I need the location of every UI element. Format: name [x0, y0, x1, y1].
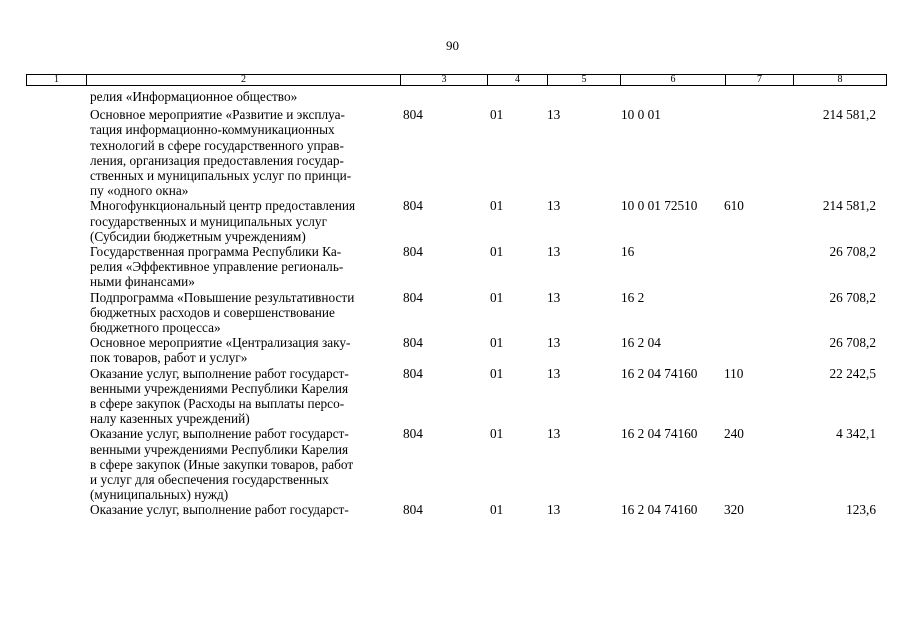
- section-code-cell: [484, 89, 543, 104]
- row-name-line: пу «одного окна»: [90, 183, 189, 199]
- row-name-cell: [85, 104, 398, 198]
- header-col-7: 7: [726, 75, 794, 86]
- ministry-code-cell: 804: [403, 107, 423, 123]
- amount-cell: 214 581,2: [822, 107, 876, 123]
- subsection-code-cell: 13: [547, 198, 561, 214]
- row-name-cell: [85, 198, 398, 244]
- page-number: 90: [446, 38, 459, 53]
- row-name-line: (муниципальных) нужд): [90, 487, 229, 503]
- table-row: [26, 366, 878, 427]
- section-code-cell: 01: [490, 502, 504, 518]
- row-name-line: Основное мероприятие «Развитие и эксплуа-: [90, 107, 345, 123]
- subsection-code-cell: 13: [547, 502, 561, 518]
- row-name-line: и услуг для обеспечения государственных: [90, 472, 329, 488]
- row-name-line: венными учреждениями Республики Карелия: [90, 441, 349, 457]
- budget-table-body: [26, 89, 878, 518]
- header-row: [27, 75, 887, 86]
- row-name-line: пок товаров, работ и услуг»: [90, 350, 248, 366]
- expense-type-cell: [719, 244, 786, 290]
- header-col-3: 3: [401, 75, 488, 86]
- budget-table: [26, 89, 878, 518]
- target-article-cell: 16 2 04 74160: [621, 426, 698, 442]
- subsection-code-cell: 13: [547, 244, 561, 260]
- target-article-cell: 16 2 04 74160: [621, 502, 698, 518]
- row-name-line: бюджетных расходов и совершенствование: [90, 304, 335, 320]
- target-article-cell: 16 2: [621, 289, 645, 305]
- amount-cell: 123,6: [846, 502, 876, 518]
- row-name-line: бюджетного процесса»: [90, 320, 221, 336]
- section-code-cell: 01: [490, 365, 504, 381]
- row-name-line: Основное мероприятие «Централизация заку-: [90, 335, 351, 351]
- section-code-cell: 01: [490, 335, 504, 351]
- row-number-cell: [26, 335, 85, 365]
- ministry-code-cell: 804: [403, 426, 423, 442]
- subsection-code-cell: 13: [547, 335, 561, 351]
- target-article-cell: 10 0 01 72510: [621, 198, 698, 214]
- row-name-cell: [85, 366, 398, 427]
- expense-type-cell: 610: [724, 198, 744, 214]
- row-name-line: релия «Информационное общество»: [90, 89, 298, 104]
- header-col-2: 2: [87, 75, 401, 86]
- row-number-cell: [26, 198, 85, 244]
- row-number-cell: [26, 290, 85, 336]
- row-name-line: ления, организация предоставления государ-: [90, 152, 344, 168]
- subsection-code-cell: 13: [547, 289, 561, 305]
- row-number-cell: [26, 104, 85, 198]
- target-article-cell: 16 2 04: [621, 335, 661, 351]
- table-row: [26, 335, 878, 365]
- ministry-code-cell: 804: [403, 289, 423, 305]
- amount-cell: 4 342,1: [836, 426, 876, 442]
- row-name-line: венными учреждениями Республики Карелия: [90, 380, 349, 396]
- subsection-code-cell: 13: [547, 426, 561, 442]
- row-number-cell: [26, 426, 85, 502]
- target-article-cell: [615, 89, 719, 104]
- expense-type-cell: 320: [724, 502, 744, 518]
- row-name-cell: [85, 335, 398, 365]
- header-col-4: 4: [488, 75, 548, 86]
- amount-cell: 26 708,2: [829, 335, 876, 351]
- section-code-cell: 01: [490, 107, 504, 123]
- header-col-6: 6: [621, 75, 726, 86]
- row-name-line: тация информационно-коммуникационных: [90, 122, 335, 138]
- row-name-line: релия «Эффективное управление региональ-: [90, 259, 344, 275]
- row-number-cell: [26, 244, 85, 290]
- table-row: [26, 244, 878, 290]
- row-name-line: Оказание услуг, выполнение работ государст-: [90, 426, 349, 442]
- ministry-code-cell: 804: [403, 198, 423, 214]
- ministry-code-cell: 804: [403, 244, 423, 260]
- row-number-cell: [26, 366, 85, 427]
- amount-cell: 26 708,2: [829, 244, 876, 260]
- ministry-code-cell: [398, 89, 484, 104]
- expense-type-cell: [719, 335, 786, 365]
- subsection-code-cell: 13: [547, 365, 561, 381]
- table-row: [26, 104, 878, 198]
- row-name-line: ственных и муниципальных услуг по принци-: [90, 168, 352, 184]
- expense-type-cell: [719, 104, 786, 198]
- row-name-line: ными финансами»: [90, 274, 195, 290]
- subsection-code-cell: [543, 89, 615, 104]
- target-article-cell: 16: [621, 244, 635, 260]
- expense-type-cell: 240: [724, 426, 744, 442]
- expense-type-cell: [719, 89, 786, 104]
- header-col-5: 5: [548, 75, 621, 86]
- section-code-cell: 01: [490, 244, 504, 260]
- row-number-cell: [26, 502, 85, 517]
- row-name-line: Оказание услуг, выполнение работ государст-: [90, 365, 349, 381]
- header-col-1: 1: [27, 75, 87, 86]
- table-row: [26, 426, 878, 502]
- row-name-cell: [85, 244, 398, 290]
- table-row: [26, 89, 878, 104]
- row-name-cell: [85, 426, 398, 502]
- table-row: [26, 198, 878, 244]
- row-name-line: Государственная программа Республики Ка-: [90, 244, 342, 260]
- ministry-code-cell: 804: [403, 365, 423, 381]
- row-name-line: Многофункциональный центр предоставления: [90, 198, 356, 214]
- ministry-code-cell: 804: [403, 335, 423, 351]
- row-name-cell: [85, 502, 398, 517]
- ministry-code-cell: 804: [403, 502, 423, 518]
- row-name-line: технологий в сфере государственного управ-: [90, 137, 344, 153]
- expense-type-cell: [719, 290, 786, 336]
- row-name-line: в сфере закупок (Иные закупки товаров, работ: [90, 456, 354, 472]
- target-article-cell: 16 2 04 74160: [621, 365, 698, 381]
- amount-cell: 26 708,2: [829, 289, 876, 305]
- amount-cell: [786, 89, 878, 104]
- row-name-line: Оказание услуг, выполнение работ государст-: [90, 502, 349, 518]
- expense-type-cell: 110: [724, 365, 744, 381]
- row-name-cell: [85, 89, 398, 104]
- section-code-cell: 01: [490, 426, 504, 442]
- amount-cell: 214 581,2: [822, 198, 876, 214]
- amount-cell: 22 242,5: [829, 365, 876, 381]
- subsection-code-cell: 13: [547, 107, 561, 123]
- target-article-cell: 10 0 01: [621, 107, 661, 123]
- row-name-line: в сфере закупок (Расходы на выплаты персо-: [90, 396, 345, 412]
- header-col-8: 8: [794, 75, 887, 86]
- table-row: [26, 502, 878, 517]
- section-code-cell: 01: [490, 289, 504, 305]
- row-name-cell: [85, 290, 398, 336]
- row-name-line: государственных и муниципальных услуг: [90, 213, 328, 229]
- row-number-cell: [26, 89, 85, 104]
- row-name-line: налу казенных учреждений): [90, 411, 250, 427]
- section-code-cell: 01: [490, 198, 504, 214]
- table-row: [26, 290, 878, 336]
- row-name-line: (Субсидии бюджетным учреждениям): [90, 228, 306, 244]
- column-number-header: [26, 74, 887, 86]
- row-name-line: Подпрограмма «Повышение результативности: [90, 289, 355, 305]
